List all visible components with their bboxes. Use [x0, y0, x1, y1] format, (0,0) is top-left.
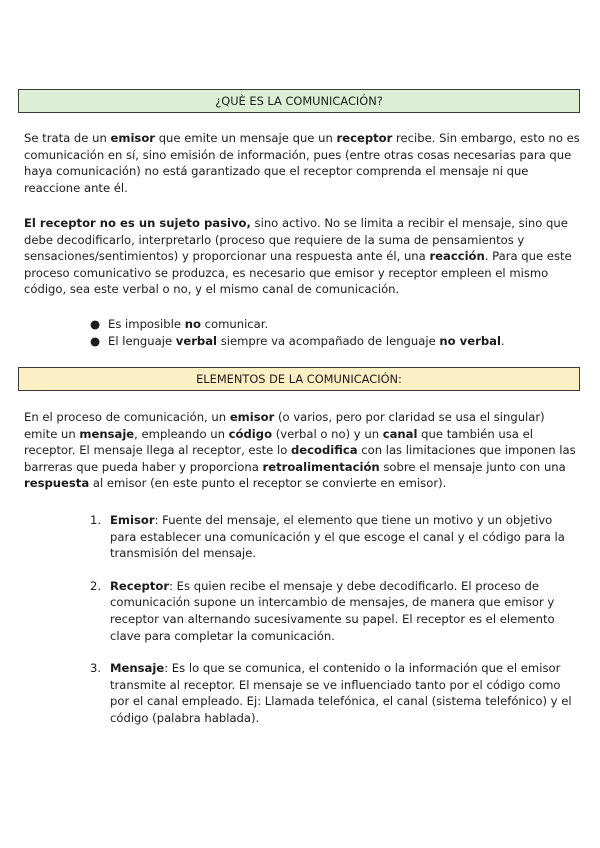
text-run: sobre el mensaje junto con una — [379, 459, 566, 474]
section-heading-text: ELEMENTOS DE LA COMUNICACIÓN: — [196, 372, 402, 386]
text-run: . Para que este proceso comunicativo se produzca, es necesario que emisor y receptor empleen el mismo código, sea este verbal o no, y el mismo canal de comunicación. — [24, 249, 572, 297]
bold-term: El receptor no es un sujeto pasivo, — [24, 216, 251, 230]
bold-term: no — [184, 317, 201, 331]
bold-term: Receptor — [110, 578, 170, 593]
numbered-list — [90, 512, 580, 743]
text-run: siempre va acompañado de lenguaje — [217, 333, 440, 348]
text-run: con las limitaciones que imponen las barreras que pueda haber y proporciona — [24, 443, 576, 474]
bold-term: retroalimentación — [262, 459, 380, 474]
bold-term: código — [228, 426, 273, 441]
section-heading-elementos — [18, 367, 580, 391]
text-run: que también usa el receptor. El mensaje llega al receptor, este lo — [24, 426, 533, 458]
bold-term: emisor — [229, 410, 275, 424]
bullet-icon: ● — [90, 317, 101, 331]
text-run: : Es quien recibe el mensaje y debe decodificarlo. El proceso de comunicación supone un intercambio de mensajes, de manera que emisor y receptor van alternando sucesivamente su papel. El receptor es el elemento clave para completar la comunicación. — [110, 578, 555, 643]
list-item — [90, 316, 570, 333]
list-number: 1. — [90, 513, 102, 527]
text-run: , empleando un — [134, 426, 229, 441]
bold-term: respuesta — [24, 476, 90, 491]
list-number: 3. — [90, 661, 102, 676]
list-item-mensaje — [90, 660, 580, 726]
text-run: al emisor (en este punto el receptor se convierte en emisor). — [89, 476, 447, 491]
text-run: Es imposible — [108, 317, 185, 331]
text-run: sino activo. No se limita a recibir el mensaje, sino que debe decodificarlo, interpretarlo (proceso que requiere de la suma de pensamientos y sensaciones/sentimientos) y proporcionar una respuesta ante él, una — [24, 216, 568, 264]
text-run: (o varios, pero por claridad se usa el singular) emite un — [24, 410, 545, 441]
section-heading-text: ¿QUÈ ES LA COMUNICACIÓN? — [215, 94, 383, 108]
bold-term: Emisor — [110, 513, 155, 527]
bold-term: decodifica — [290, 443, 358, 458]
bold-term: mensaje — [79, 426, 135, 441]
paragraph-receptor — [24, 215, 580, 298]
text-run: comunicar. — [200, 317, 269, 331]
paragraph-proceso — [24, 409, 580, 492]
text-run: El lenguaje — [108, 333, 176, 348]
text-run: En el proceso de comunicación, un — [24, 410, 230, 424]
bold-term: canal — [382, 426, 418, 441]
bold-term: receptor — [336, 131, 393, 145]
text-run: : Fuente del mensaje, el elemento que tiene un motivo y un objetivo para establecer una comunicación y el que escoge el canal y el código para la transmisión del mensaje. — [110, 513, 565, 561]
list-item-receptor — [90, 578, 580, 644]
text-run: recibe. Sin embargo, esto no es comunicación en sí, sino emisión de información, pues (entre otras cosas necesarias para que haya comunicación) no está garantizado que el receptor comprenda el mensaje ni que reaccione ante él. — [24, 131, 580, 195]
list-item — [90, 333, 570, 350]
text-run: : Es lo que se comunica, el contenido o la información que el emisor transmite al receptor. El mensaje se ve influenciado tanto por el código como por el canal empleado. Ej: Llamada telefónica, el canal (sistema telefónico) y el código (palabra hablada). — [110, 661, 572, 725]
text-run: Se trata de un — [24, 131, 111, 145]
bold-term: reacción — [429, 249, 485, 264]
section-heading-que-es — [18, 89, 580, 113]
list-number: 2. — [90, 578, 102, 593]
bold-term: verbal — [175, 333, 218, 348]
bold-term: Mensaje — [110, 661, 165, 676]
text-run: . — [500, 333, 505, 348]
bold-term: emisor — [110, 131, 156, 145]
text-run: que emite un mensaje que un — [155, 131, 337, 145]
list-item-emisor — [90, 512, 580, 562]
text-run: (verbal o no) y un — [272, 426, 383, 441]
bold-term: no verbal — [439, 333, 501, 348]
bullet-list — [90, 316, 570, 349]
bullet-icon: ● — [90, 333, 101, 348]
paragraph-definition — [24, 130, 580, 196]
